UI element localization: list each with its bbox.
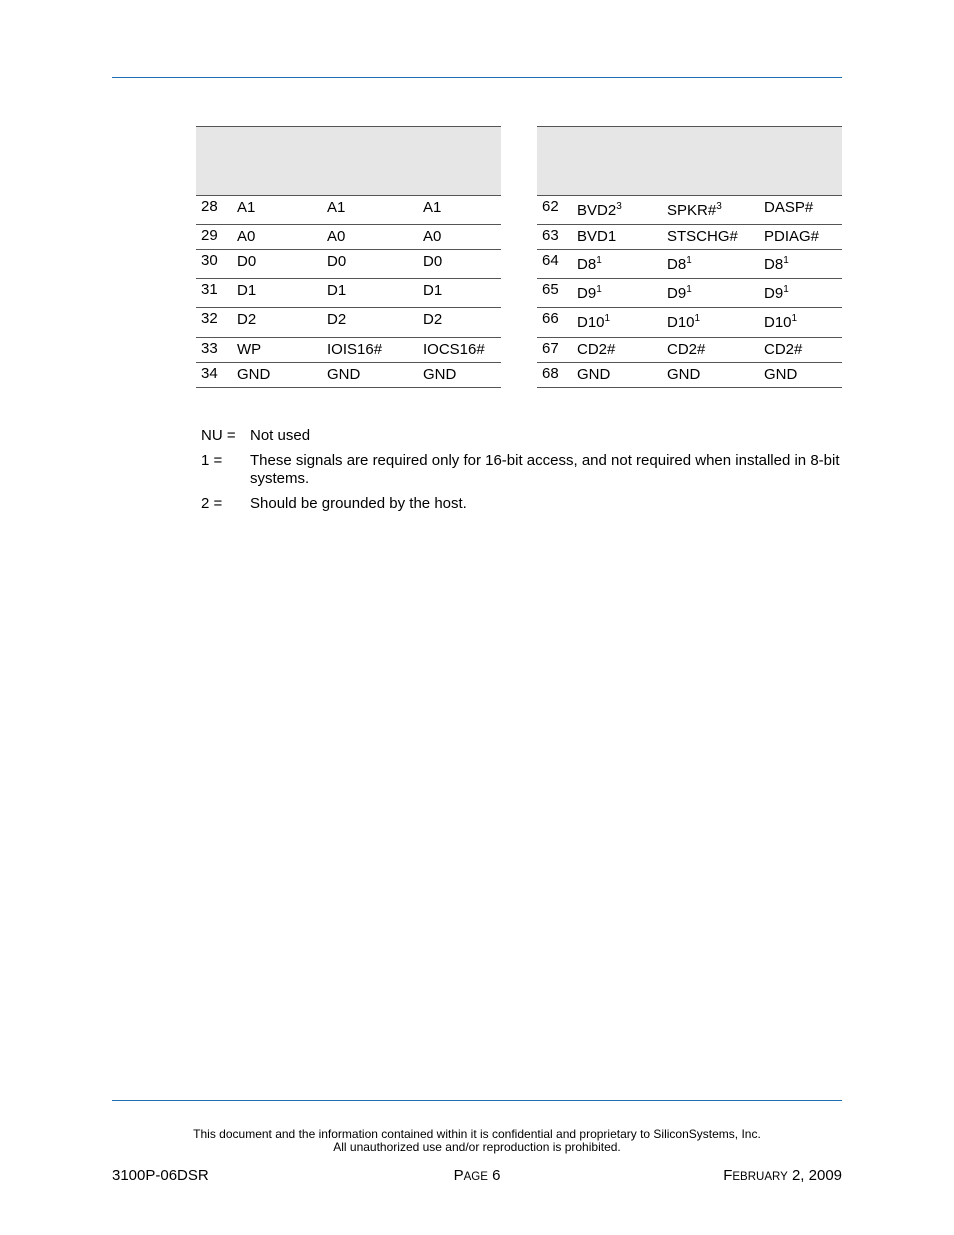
- confidential-line-2: All unauthorized use and/or reproduction is prohibited.: [333, 1140, 621, 1154]
- signal-cell: $D9^1$: [667, 284, 692, 302]
- note-key: 2 =: [201, 495, 223, 512]
- pin-number: 31: [201, 281, 218, 298]
- confidentiality-notice: [0, 1128, 954, 1154]
- pin-number: 34: [201, 365, 218, 382]
- pin-number: 32: [201, 310, 218, 327]
- signal-cell: CD2#: [577, 341, 616, 358]
- table-row: [537, 196, 842, 225]
- signal-cell: CD2#: [667, 341, 706, 358]
- pin-number: 33: [201, 340, 218, 357]
- signal-cell: $BVD2^3$: [577, 201, 622, 219]
- signal-cell: GND: [577, 366, 611, 383]
- table-row: [196, 338, 501, 363]
- signal-cell: A1: [237, 199, 256, 216]
- signal-cell: A0: [423, 228, 442, 245]
- signal-cell: SPKR#$^3$: [667, 201, 722, 219]
- table-row: [196, 250, 501, 279]
- signal-cell: CD2#: [764, 341, 803, 358]
- pin-number: 62: [542, 198, 559, 215]
- note-key: NU =: [201, 427, 236, 444]
- notes: [201, 427, 841, 520]
- signal-cell: GND: [327, 366, 361, 383]
- signal-cell: IOCS16#: [423, 341, 485, 358]
- pin-number: 29: [201, 227, 218, 244]
- note-key: 1 =: [201, 452, 223, 469]
- signal-cell: D0: [423, 253, 443, 270]
- signal-cell: IOIS16#: [327, 341, 383, 358]
- note-text: These signals are required only for 16-bit access, and not required when installed in 8-bit systems.: [250, 452, 840, 487]
- signal-cell: A1: [327, 199, 346, 216]
- table-row: [196, 363, 501, 388]
- note-text: Not used: [250, 427, 311, 444]
- confidential-line-1: This document and the information contained within it is confidential and proprietary to SiliconSystems, Inc.: [193, 1127, 761, 1141]
- signal-cell: PDIAG#: [764, 228, 820, 245]
- table-row: [537, 363, 842, 388]
- note-2: [201, 495, 841, 513]
- signal-cell: BVD1: [577, 228, 617, 245]
- signal-cell: $D10^1$: [667, 313, 701, 331]
- pin-number: 28: [201, 198, 218, 215]
- signal-cell: D0: [327, 253, 347, 270]
- pin-table-left: [196, 126, 501, 388]
- signal-cell: $D9^1$: [577, 284, 602, 302]
- note-1: [201, 452, 841, 488]
- signal-cell: GND: [237, 366, 271, 383]
- table-row: [537, 279, 842, 308]
- table-row: [196, 308, 501, 338]
- signal-cell: D2: [327, 311, 347, 328]
- signal-cell: WP: [237, 341, 262, 358]
- signal-cell: $D10^1$: [764, 313, 798, 331]
- signal-cell: $D8^1$: [667, 255, 692, 273]
- signal-cell: D1: [327, 282, 347, 299]
- document-number: 3100P-06DSR: [112, 1167, 209, 1184]
- page-number: PAGE 6: [453, 1167, 501, 1184]
- table-row: [196, 196, 501, 225]
- table-row: [196, 279, 501, 308]
- signal-cell: D0: [237, 253, 257, 270]
- note-nu: [201, 427, 841, 445]
- footer-rule: [112, 1100, 842, 1101]
- signal-cell: $D10^1$: [577, 313, 611, 331]
- pin-number: 30: [201, 252, 218, 269]
- signal-cell: GND: [667, 366, 701, 383]
- signal-cell: GND: [764, 366, 798, 383]
- table-row: [537, 338, 842, 363]
- signal-cell: A0: [237, 228, 256, 245]
- signal-cell: $D8^1$: [764, 255, 789, 273]
- pin-number: 67: [542, 340, 559, 357]
- table-row: [537, 250, 842, 279]
- table-header: [196, 127, 501, 196]
- table-row: [196, 225, 501, 250]
- pin-number: 64: [542, 252, 559, 269]
- signal-cell: D1: [423, 282, 443, 299]
- pin-number: 63: [542, 227, 559, 244]
- signal-cell: D1: [237, 282, 257, 299]
- signal-cell: $D8^1$: [577, 255, 602, 273]
- signal-cell: A0: [327, 228, 346, 245]
- signal-cell: D2: [237, 311, 257, 328]
- signal-cell: $D9^1$: [764, 284, 789, 302]
- pin-number: 66: [542, 310, 559, 327]
- signal-cell: D2: [423, 311, 443, 328]
- signal-cell: GND: [423, 366, 457, 383]
- pin-number: 65: [542, 281, 559, 298]
- note-text: Should be grounded by the host.: [250, 495, 467, 512]
- pin-number: 68: [542, 365, 559, 382]
- signal-cell: A1: [423, 199, 442, 216]
- signal-cell: DASP#: [764, 199, 814, 216]
- document-date: FEBRUARY 2, 2009: [723, 1167, 842, 1184]
- signal-cell: STSCHG#: [667, 228, 738, 245]
- table-row: [537, 225, 842, 250]
- table-row: [537, 308, 842, 338]
- pin-table-right: [537, 126, 842, 388]
- table-header: [537, 127, 842, 196]
- header-rule: [112, 77, 842, 78]
